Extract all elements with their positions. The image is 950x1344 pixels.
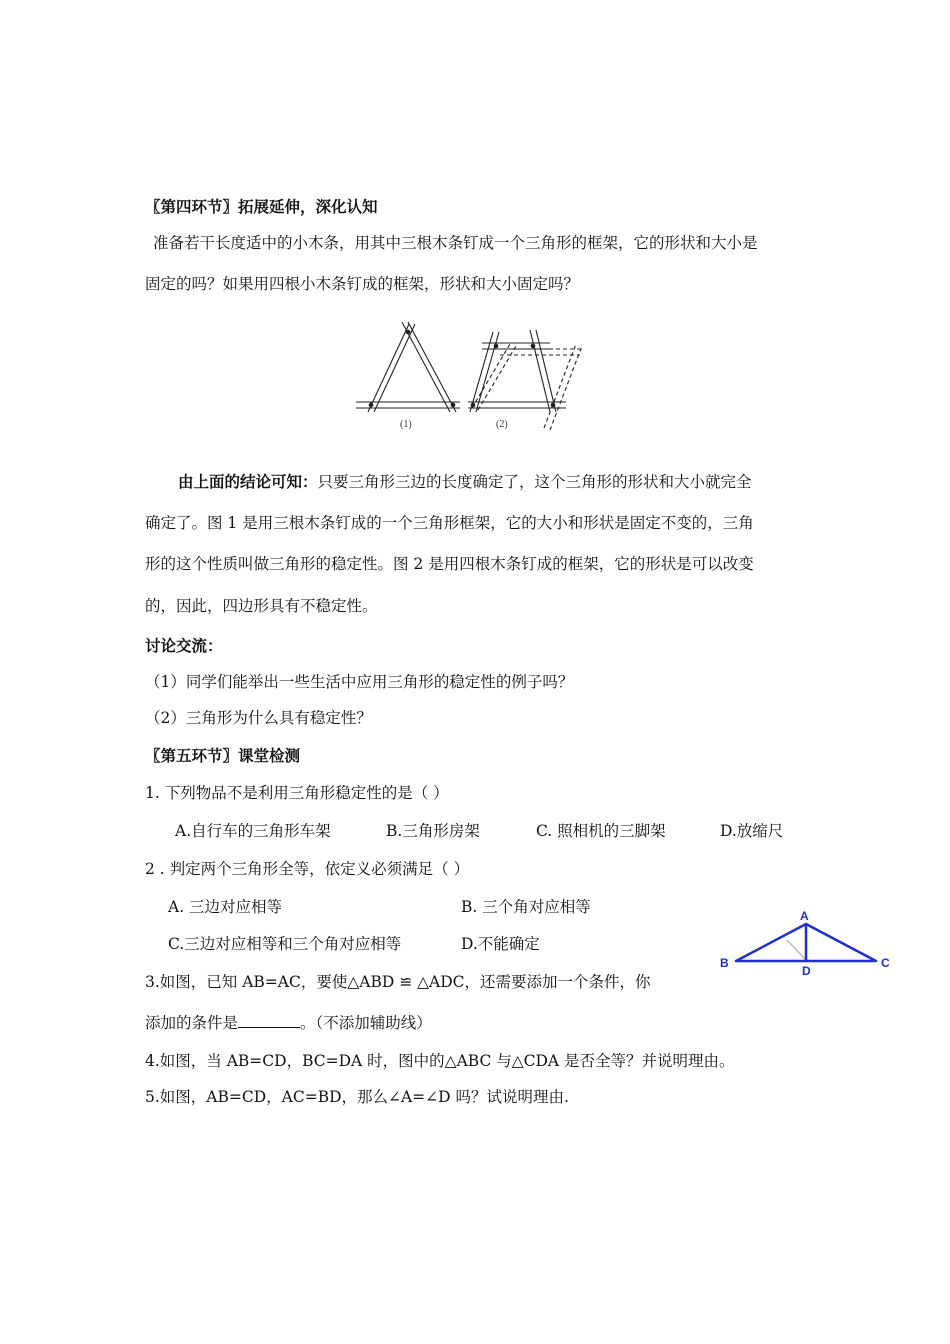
conclusion-line-1-text: 只要三角形三边的长度确定了，这个三角形的形状和大小就完全 — [317, 473, 752, 491]
question-3-line-1: 3.如图，已知 AB=AC，要使△ABD ≌ △ADC，还需要添加一个条件，你 — [145, 973, 651, 991]
q2-option-b: B. 三个角对应相等 — [461, 898, 591, 916]
question-5: 5.如图，AB=CD，AC=BD，那么∠A=∠D 吗？试说明理由. — [145, 1088, 569, 1106]
vertex-a-label: A — [800, 909, 809, 923]
q1-option-a: A.自行车的三角形车架 — [175, 822, 331, 840]
stick-frames-figure — [350, 318, 590, 434]
discussion-question-2: （2）三角形为什么具有稳定性？ — [145, 709, 372, 727]
conclusion-line-3: 形的这个性质叫做三角形的稳定性。图 2 是用四根木条钉成的框架，它的形状是可以改变 — [145, 555, 754, 573]
section5-heading: 〖第五环节〗课堂检测 — [145, 747, 301, 765]
figure-1-label: (1) — [400, 419, 412, 430]
q2-option-c: C.三边对应相等和三个角对应相等 — [168, 935, 402, 953]
question-3-line-2 — [145, 1013, 432, 1033]
q2-option-a: A. 三边对应相等 — [168, 898, 283, 916]
vertex-b-label: B — [720, 956, 729, 970]
question-4: 4.如图，当 AB=CD，BC=DA 时，图中的△ABC 与△CDA 是否全等？并说明理由。 — [145, 1052, 735, 1070]
vertex-c-label: C — [881, 956, 890, 970]
triangle-frame-icon — [356, 322, 460, 412]
q1-option-b: B.三角形房架 — [386, 822, 480, 840]
q2-option-d: D.不能确定 — [461, 935, 540, 953]
vertex-d-label: D — [802, 964, 811, 978]
q1-option-d: D.放缩尺 — [720, 822, 784, 840]
conclusion-lead: 由上面的结论可知： — [178, 473, 318, 491]
intro-line-2: 固定的吗？如果用四根小木条钉成的框架，形状和大小固定吗？ — [145, 275, 580, 293]
triangle-abd-figure — [712, 906, 902, 978]
conclusion-line-2: 确定了。图 1 是用三根木条钉成的一个三角形框架，它的大小和形状是固定不变的，三角 — [145, 514, 754, 532]
faint-segment-icon — [787, 940, 807, 961]
answer-blank — [238, 1013, 300, 1028]
discussion-question-1: （1）同学们能举出一些生活中应用三角形的稳定性的例子吗？ — [145, 673, 574, 691]
figure-2-label: (2) — [496, 419, 508, 430]
conclusion-line-1 — [178, 472, 752, 492]
q1-option-c: C. 照相机的三脚架 — [536, 822, 666, 840]
conclusion-line-4: 的，因此，四边形具有不稳定性。 — [145, 597, 378, 615]
question-2: 2 . 判定两个三角形全等，依定义必须满足（ ） — [145, 860, 470, 878]
question-3-prefix: 添加的条件是 — [145, 1014, 239, 1032]
question-3-suffix: 。（不添加辅助线） — [300, 1014, 432, 1032]
discussion-heading: 讨论交流： — [145, 637, 223, 655]
question-1: 1. 下列物品不是利用三角形稳定性的是（ ） — [145, 784, 449, 802]
intro-line-1: 准备若干长度适中的小木条，用其中三根木条钉成一个三角形的框架，它的形状和大小是 — [153, 234, 758, 252]
quadrilateral-frame-icon — [468, 330, 582, 430]
section4-heading: 〖第四环节〗拓展延伸，深化认知 — [145, 198, 378, 216]
